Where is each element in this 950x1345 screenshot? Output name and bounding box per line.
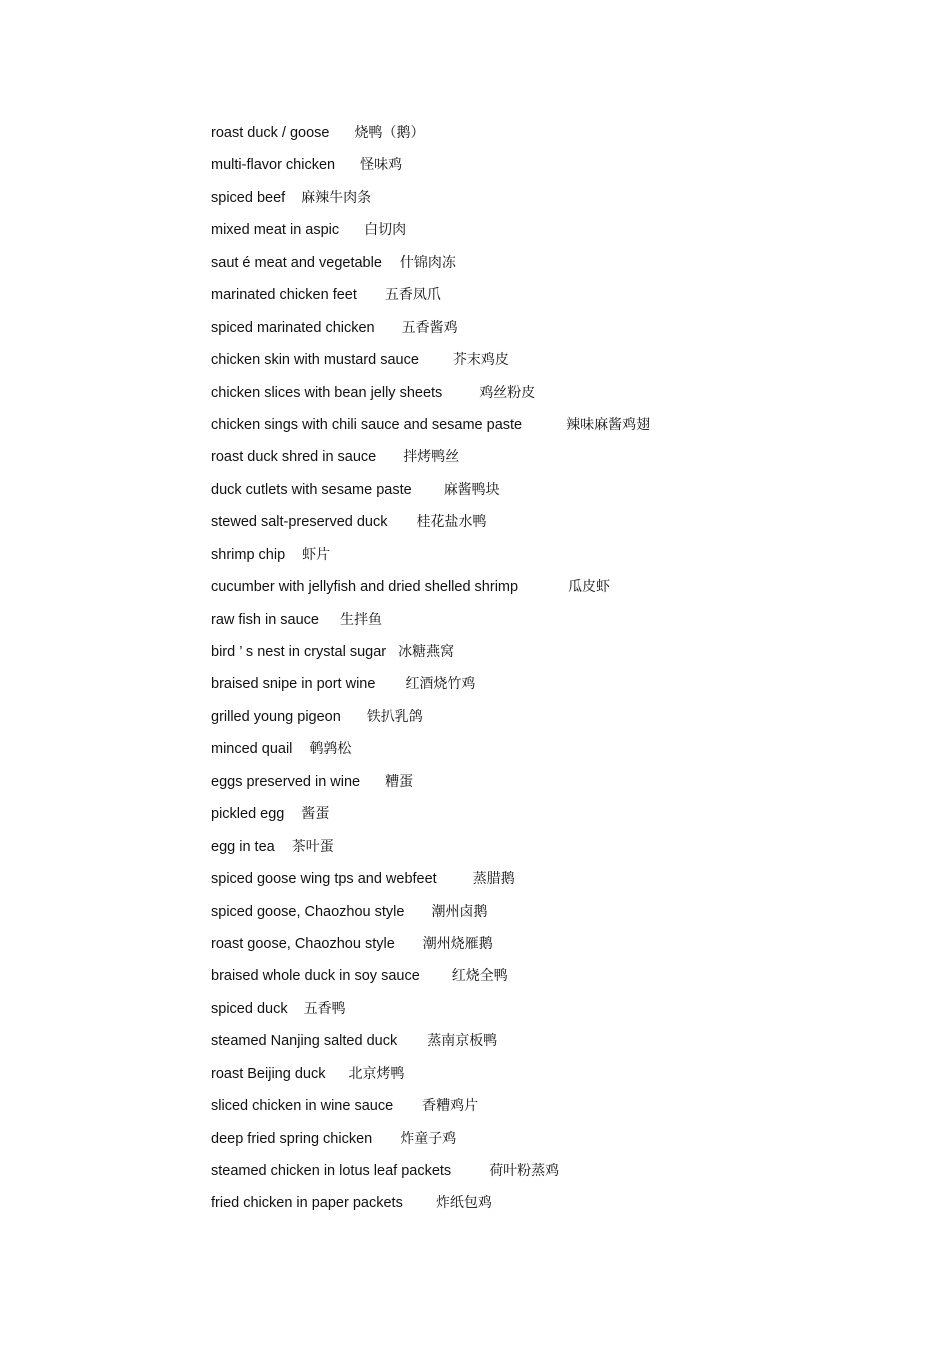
english-term: deep fried spring chicken bbox=[211, 1130, 373, 1147]
list-item bbox=[211, 769, 650, 801]
chinese-term: 五香酱鸡 bbox=[401, 319, 458, 336]
chinese-term: 糟蛋 bbox=[385, 773, 414, 790]
english-term: shrimp chip bbox=[211, 546, 286, 563]
english-term: duck cutlets with sesame paste bbox=[211, 481, 412, 498]
list-item bbox=[211, 1158, 650, 1190]
list-item bbox=[211, 736, 650, 768]
list-item bbox=[211, 444, 650, 476]
english-term: marinated chicken feet bbox=[211, 287, 357, 304]
chinese-term: 北京烤鸭 bbox=[348, 1065, 405, 1082]
english-term: chicken sings with chili sauce and sesame paste bbox=[211, 416, 523, 433]
chinese-term: 潮州烧雁鹅 bbox=[422, 935, 493, 952]
list-item bbox=[211, 120, 650, 152]
english-term: roast duck / goose bbox=[211, 125, 330, 141]
list-item bbox=[211, 1093, 650, 1125]
list-item bbox=[211, 834, 650, 866]
english-term: roast duck shred in sauce bbox=[211, 449, 377, 466]
list-item bbox=[211, 347, 650, 379]
english-term: mixed meat in aspic bbox=[211, 222, 340, 239]
list-item bbox=[211, 509, 650, 541]
english-term: bird ’ s nest in crystal sugar bbox=[211, 644, 387, 660]
list-item bbox=[211, 250, 650, 282]
list-item bbox=[211, 704, 650, 736]
chinese-term: 茶叶蛋 bbox=[291, 838, 334, 855]
chinese-term: 怪味鸡 bbox=[360, 157, 403, 174]
english-term: sliced chicken in wine sauce bbox=[211, 1098, 394, 1115]
list-item bbox=[211, 1028, 650, 1060]
english-term: spiced beef bbox=[211, 189, 286, 206]
list-item bbox=[211, 639, 650, 671]
list-item bbox=[211, 607, 650, 639]
chinese-term: 鹌鹑松 bbox=[309, 741, 352, 758]
english-term: chicken slices with bean jelly sheets bbox=[211, 384, 443, 401]
chinese-term: 潮州卤鹅 bbox=[431, 903, 488, 920]
list-item bbox=[211, 866, 650, 898]
english-term: grilled young pigeon bbox=[211, 708, 341, 725]
chinese-term: 麻酱鸭块 bbox=[443, 481, 500, 498]
list-item bbox=[211, 963, 650, 995]
list-item bbox=[211, 996, 650, 1028]
list-item bbox=[211, 380, 650, 412]
chinese-term: 荷叶粉蒸鸡 bbox=[489, 1163, 560, 1179]
chinese-term: 红酒烧竹鸡 bbox=[405, 676, 476, 693]
list-item bbox=[211, 217, 650, 249]
english-term: egg in tea bbox=[211, 838, 275, 855]
chinese-term: 虾片 bbox=[302, 546, 331, 563]
english-term: fried chicken in paper packets bbox=[211, 1195, 403, 1212]
chinese-term: 红烧全鸭 bbox=[451, 968, 508, 985]
chinese-term: 蒸南京板鸭 bbox=[427, 1033, 498, 1050]
chinese-term: 白切肉 bbox=[364, 222, 407, 239]
chinese-term: 炸纸包鸡 bbox=[435, 1195, 492, 1212]
list-item bbox=[211, 574, 650, 606]
list-item bbox=[211, 671, 650, 703]
list-item bbox=[211, 801, 650, 833]
english-term: roast goose, Chaozhou style bbox=[211, 935, 395, 952]
english-term: saut é meat and vegetable bbox=[211, 254, 382, 271]
chinese-term: 蒸腊鹅 bbox=[472, 871, 515, 888]
list-item bbox=[211, 542, 650, 574]
english-term: pickled egg bbox=[211, 806, 285, 823]
chinese-term: 什锦肉冻 bbox=[399, 254, 456, 271]
chinese-term: 炸童子鸡 bbox=[400, 1130, 457, 1147]
english-term: steamed chicken in lotus leaf packets bbox=[211, 1163, 452, 1179]
list-item bbox=[211, 899, 650, 931]
english-term: spiced duck bbox=[211, 1000, 288, 1017]
chinese-term: 瓜皮虾 bbox=[568, 579, 611, 596]
list-item bbox=[211, 282, 650, 314]
chinese-term: 烧鸭（鹅） bbox=[354, 125, 425, 141]
list-item bbox=[211, 1061, 650, 1093]
list-item bbox=[211, 931, 650, 963]
english-term: spiced goose, Chaozhou style bbox=[211, 903, 405, 920]
english-term: stewed salt-preserved duck bbox=[211, 514, 388, 531]
chinese-term: 五香鸭 bbox=[303, 1000, 346, 1017]
chinese-term: 酱蛋 bbox=[301, 806, 330, 823]
chinese-term: 铁扒乳鸽 bbox=[366, 708, 423, 725]
chinese-term: 辣味麻酱鸡翅 bbox=[566, 416, 651, 433]
chinese-term: 香糟鸡片 bbox=[422, 1098, 479, 1115]
english-term: raw fish in sauce bbox=[211, 611, 319, 628]
list-item bbox=[211, 1190, 650, 1222]
chinese-term: 芥末鸡皮 bbox=[452, 352, 509, 369]
list-item bbox=[211, 1126, 650, 1158]
english-term: multi-flavor chicken bbox=[211, 157, 336, 174]
english-term: braised snipe in port wine bbox=[211, 676, 376, 693]
list-item bbox=[211, 315, 650, 347]
list-item bbox=[211, 477, 650, 509]
list-item bbox=[211, 185, 650, 217]
english-term: braised whole duck in soy sauce bbox=[211, 968, 420, 985]
chinese-term: 麻辣牛肉条 bbox=[301, 189, 372, 206]
english-term: eggs preserved in wine bbox=[211, 773, 361, 790]
list-item bbox=[211, 412, 650, 444]
chinese-term: 生拌鱼 bbox=[340, 611, 382, 628]
chinese-term: 鸡丝粉皮 bbox=[479, 384, 536, 401]
english-term: spiced marinated chicken bbox=[211, 319, 375, 336]
list-item bbox=[211, 152, 650, 184]
english-term: cucumber with jellyfish and dried shelled shrimp bbox=[211, 579, 519, 596]
chinese-term: 桂花盐水鸭 bbox=[416, 514, 487, 531]
chinese-term: 冰糖燕窝 bbox=[398, 644, 455, 660]
english-term: minced quail bbox=[211, 741, 293, 758]
chinese-term: 五香凤爪 bbox=[384, 287, 441, 304]
dish-glossary-list bbox=[211, 120, 650, 1223]
english-term: roast Beijing duck bbox=[211, 1065, 326, 1082]
english-term: chicken skin with mustard sauce bbox=[211, 352, 419, 369]
chinese-term: 拌烤鸭丝 bbox=[403, 449, 460, 466]
english-term: spiced goose wing tps and webfeet bbox=[211, 871, 437, 888]
english-term: steamed Nanjing salted duck bbox=[211, 1033, 398, 1050]
